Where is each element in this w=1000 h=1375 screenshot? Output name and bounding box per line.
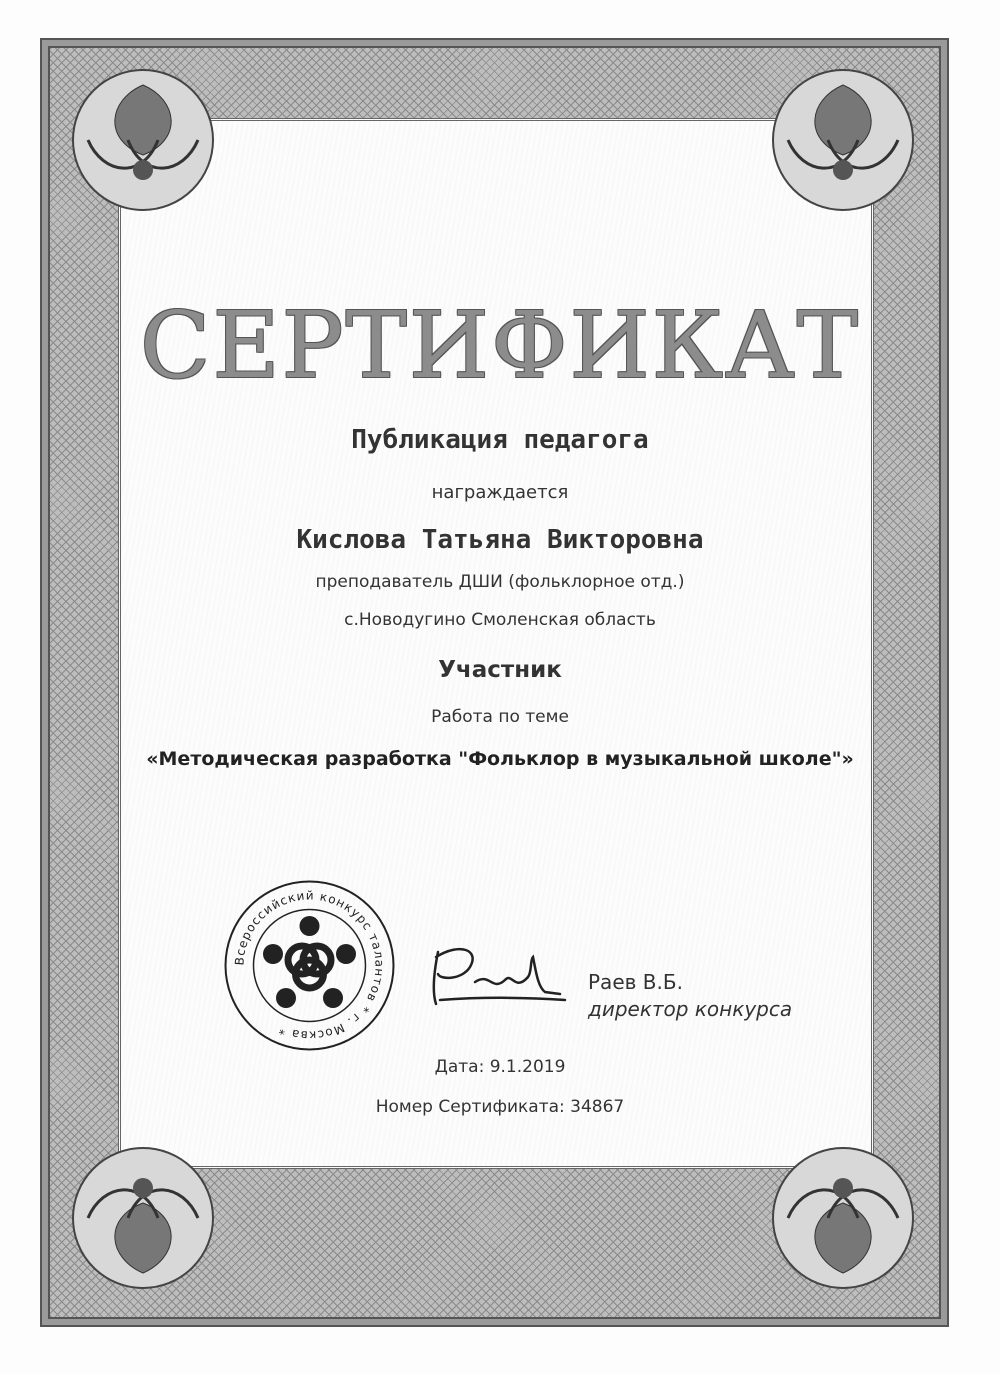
contest-seal [222, 878, 397, 1053]
recipient-name: Кислова Татьяна Викторовна [296, 525, 704, 555]
signer-name: Раев В.Б. [588, 970, 683, 994]
svg-text:Всероссийский конкурс талантов [232, 888, 386, 1042]
certificate-number: Номер Сертификата: 34867 [375, 1097, 625, 1117]
organization-name: Публикация педагога [351, 425, 649, 455]
topic-label: Работа по теме [431, 707, 569, 727]
work-topic: «Методическая разработка "Фольклор в музыкальной школе"» [146, 748, 854, 770]
signer-role: директор конкурса [588, 997, 793, 1021]
recipient-location: с.Новодугино Смоленская область [344, 610, 656, 630]
awarded-text: награждается [431, 482, 569, 503]
ornament-corner-top-right [758, 55, 928, 225]
director-signature [420, 942, 570, 1012]
ornament-corner-bottom-left [58, 1133, 228, 1303]
certificate-title: СЕРТИФИКАТ [140, 292, 860, 399]
award-status: Участник [438, 657, 562, 683]
recipient-position: преподаватель ДШИ (фольклорное отд.) [315, 572, 685, 592]
seal-ring-text: Всероссийский конкурс талантов * г. Москва * [232, 888, 387, 1043]
ornament-corner-bottom-right [758, 1133, 928, 1303]
ornament-corner-top-left [58, 55, 228, 225]
issue-date: Дата: 9.1.2019 [434, 1057, 566, 1077]
